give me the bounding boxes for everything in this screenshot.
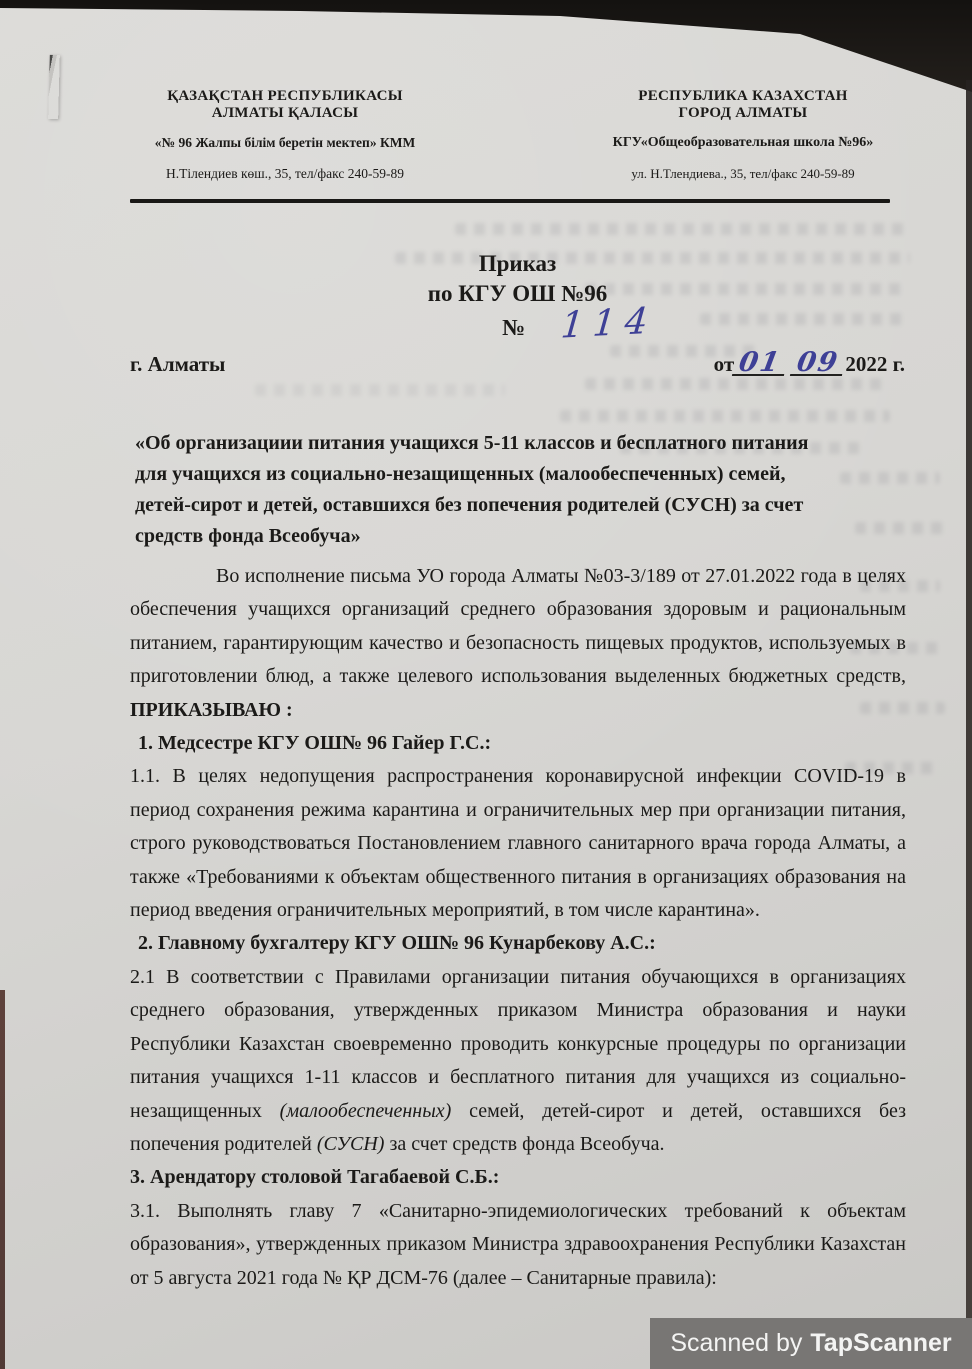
staple-mark bbox=[48, 55, 60, 119]
section-2-italic-2: (СУСН) bbox=[316, 1132, 385, 1155]
intro-paragraph: Во исполнение письма УО города Алматы №03-3/189 от 27.01.2022 года в целях обеспечения учащихся организаций среднего образования здоровым и рациональным питанием, гарантирующим качество и безопасность пищевых продуктов, используемых в приготовлении блюд, а также целевого использования выделенных бюджетных средств, bbox=[130, 565, 906, 688]
scan-edge-left bbox=[0, 990, 5, 1369]
title-word: Приказ bbox=[478, 251, 557, 276]
letterhead-divider bbox=[130, 199, 890, 203]
title-org: по КГУ ОШ №96 bbox=[427, 281, 608, 306]
section-2-text-2: семей, детей-сирот и детей, оставшихся без попечения родителей bbox=[130, 1099, 906, 1155]
watermark-prefix: Scanned by bbox=[670, 1329, 803, 1357]
watermark-brand: TapScanner bbox=[810, 1329, 952, 1357]
letterhead bbox=[130, 88, 908, 182]
date-year: 2022 г. bbox=[845, 352, 905, 376]
school-name-kk: «№ 96 Жалпы білім беретін мектеп» КММ bbox=[154, 135, 416, 150]
issue-city: г. Алматы bbox=[130, 352, 226, 376]
order-number-line bbox=[130, 300, 905, 347]
section-3-heading: 3. Арендатору столовой Тагабаевой С.Б.: bbox=[130, 1166, 500, 1189]
document-title bbox=[130, 249, 905, 309]
city-name-kk: АЛМАТЫ ҚАЛАСЫ bbox=[211, 105, 359, 121]
section-1-heading: 1. Медсестре КГУ ОШ№ 96 Гайер Г.С.: bbox=[138, 732, 492, 755]
section-2-text-3: за счет средств фонда Всеобуча. bbox=[384, 1132, 665, 1155]
letterhead-russian bbox=[578, 88, 908, 182]
order-number-handwritten: 114 bbox=[559, 300, 659, 347]
tapscanner-watermark bbox=[650, 1318, 972, 1369]
country-name-kk: ҚАЗАҚСТАН РЕСПУБЛИКАСЫ bbox=[167, 88, 403, 104]
letterhead-kazakh bbox=[130, 88, 440, 182]
issue-date bbox=[713, 347, 905, 378]
section-3-paragraph: 3.1. Выполнять главу 7 «Санитарно-эпидемиологических требований к объектам образования», утвержденных приказом Министра здравоохранения Республики Казахстан от 5 августа 2021 года № ҚР ДСМ-76 (далее – Санитарные правила): bbox=[130, 1199, 906, 1289]
section-2-italic-1: (малообеспеченных) bbox=[279, 1099, 452, 1122]
school-name-ru: КГУ«Общеобразовательная школа №96» bbox=[612, 135, 874, 150]
order-text bbox=[130, 560, 906, 1295]
section-1-paragraph: 1.1. В целях недопущения распространения коронавирусной инфекции COVID-19 в период сохранения режима карантина и ограничительных мер при организации питания, строго руководствоваться Постановлением главного санитарного врача города Алматы, а также «Требованиями к объектам общественного питания в организациях образования на период введения ограничительных мероприятий, в том числе карантина». bbox=[130, 765, 906, 922]
date-month-handwritten: 09 bbox=[790, 352, 846, 376]
city-name-ru: ГОРОД АЛМАТЫ bbox=[678, 105, 808, 121]
scan-edge-right bbox=[966, 80, 972, 1369]
date-day-handwritten: 01 bbox=[732, 352, 788, 376]
address-kk: Н.Тілендиев көш., 35, тел/факс 240-59-89 bbox=[166, 166, 404, 181]
number-sign: № bbox=[502, 315, 526, 340]
country-name-ru: РЕСПУБЛИКА КАЗАХСТАН bbox=[638, 88, 848, 104]
order-subject: «Об организациии питания учащихся 5-11 классов и бесплатного питания для учащихся из социально-незащищенных (малообеспеченных) семей, детей-сирот и детей, оставшихся без попечения родителей (СУСН) за счет средств фонда Всеобуча» bbox=[135, 432, 809, 547]
section-2-heading: 2. Главному бухгалтеру КГУ ОШ№ 96 Кунарбекову А.С.: bbox=[138, 932, 656, 955]
date-from-label: от bbox=[713, 352, 735, 376]
section-2-paragraph bbox=[130, 961, 906, 1161]
dateline bbox=[130, 347, 905, 378]
decree-word: ПРИКАЗЫВАЮ : bbox=[130, 698, 293, 721]
section-2-text: 2.1 В соответствии с Правилами организации питания обучающихся в организациях среднего образования, утвержденных приказом Министра образования и науки Республики Казахстан своевременно проводить конкурсные процедуры по организации питания учащихся 1-11 классов и бесплатного питания для учащихся из социально-незащищенных bbox=[130, 965, 906, 1122]
address-ru: ул. Н.Тлендиева., 35, тел/факс 240-59-89 bbox=[631, 166, 855, 181]
